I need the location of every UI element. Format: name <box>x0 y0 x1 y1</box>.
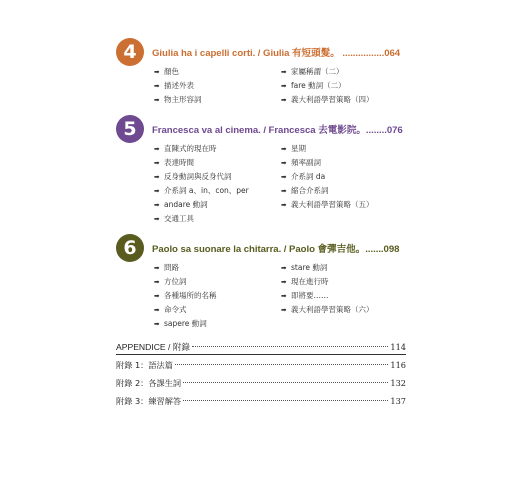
appendix-label: 附錄 2：各課生詞 <box>116 378 182 388</box>
appendix-page-number: 132 <box>390 378 406 388</box>
arrow-icon: ➡ <box>154 173 160 181</box>
list-item: ➡ 命令式 <box>154 305 187 314</box>
appendix-label: 附錄 1：語法篇 <box>116 360 173 370</box>
appendix-entry[interactable] <box>116 376 406 394</box>
list-item: ➡ andare 動詞 <box>154 200 208 209</box>
arrow-icon: ➡ <box>154 292 160 300</box>
arrow-icon: ➡ <box>281 201 287 209</box>
list-item: ➡ 反身動詞與反身代詞 <box>154 172 232 181</box>
list-item: ➡ 描述外表 <box>154 81 194 90</box>
divider <box>116 354 406 355</box>
list-item: ➡ 義大利語學習策略（五） <box>281 200 374 209</box>
arrow-icon: ➡ <box>154 68 160 76</box>
arrow-icon: ➡ <box>281 82 287 90</box>
unit-6-section <box>116 234 408 330</box>
list-item: ➡ 物主形容詞 <box>154 95 202 104</box>
arrow-icon: ➡ <box>154 264 160 272</box>
list-item: ➡ 方位詞 <box>154 277 187 286</box>
list-item: ➡ sapere 動詞 <box>154 319 207 328</box>
arrow-icon: ➡ <box>154 320 160 328</box>
dot-leader <box>175 364 388 365</box>
list-item: ➡ 交通工具 <box>154 214 194 223</box>
appendix-page-number: 116 <box>390 360 406 370</box>
arrow-icon: ➡ <box>154 96 160 104</box>
arrow-icon: ➡ <box>154 201 160 209</box>
list-item: ➡ 介系詞 da <box>281 172 326 181</box>
unit-6-number-badge: 6 <box>116 234 144 262</box>
list-item: ➡ 各種場所的名稱 <box>154 291 217 300</box>
unit-5-title[interactable]: Francesca va al cinema. / Francesca 去電影院。........076 <box>152 125 403 136</box>
appendix-entry[interactable] <box>116 358 406 376</box>
dot-leader <box>183 382 388 383</box>
list-item: ➡ 義大利語學習策略（四） <box>281 95 374 104</box>
arrow-icon: ➡ <box>281 306 287 314</box>
arrow-icon: ➡ <box>281 173 287 181</box>
arrow-icon: ➡ <box>281 68 287 76</box>
unit-4-title[interactable]: Giulia ha i capelli corti. / Giulia 有短頭髮。 ................064 <box>152 48 401 59</box>
unit-5-section <box>116 115 408 225</box>
arrow-icon: ➡ <box>154 278 160 286</box>
arrow-icon: ➡ <box>281 96 287 104</box>
arrow-icon: ➡ <box>281 159 287 167</box>
appendix-page-number: 114 <box>390 342 406 352</box>
unit-4-section <box>116 38 408 108</box>
list-item: ➡ stare 動詞 <box>281 263 328 272</box>
list-item: ➡ fare 動詞（二） <box>281 81 346 90</box>
list-item: ➡ 義大利語學習策略（六） <box>281 305 374 314</box>
unit-4-number-badge: 4 <box>116 38 144 66</box>
unit-6-title[interactable]: Paolo sa suonare la chitarra. / Paolo 會彈吉他。.......098 <box>152 244 400 255</box>
arrow-icon: ➡ <box>154 145 160 153</box>
arrow-icon: ➡ <box>154 187 160 195</box>
appendix-page-number: 137 <box>390 396 406 406</box>
unit-5-number-badge: 5 <box>116 115 144 143</box>
list-item: ➡ 顏色 <box>154 67 179 76</box>
arrow-icon: ➡ <box>154 306 160 314</box>
list-item: ➡ 表達時間 <box>154 158 194 167</box>
appendix-entry[interactable] <box>116 340 406 358</box>
list-item: ➡ 星期 <box>281 144 306 153</box>
arrow-icon: ➡ <box>281 278 287 286</box>
arrow-icon: ➡ <box>281 264 287 272</box>
arrow-icon: ➡ <box>154 82 160 90</box>
appendix-list <box>116 340 406 412</box>
list-item: ➡ 問路 <box>154 263 179 272</box>
appendix-label: APPENDICE / 附錄 <box>116 342 191 352</box>
arrow-icon: ➡ <box>154 159 160 167</box>
arrow-icon: ➡ <box>281 187 287 195</box>
arrow-icon: ➡ <box>154 215 160 223</box>
arrow-icon: ➡ <box>281 292 287 300</box>
dot-leader <box>183 400 388 401</box>
appendix-label: 附錄 3：練習解答 <box>116 396 182 406</box>
list-item: ➡ 直陳式的現在時 <box>154 144 217 153</box>
list-item: ➡ 縮合介系詞 <box>281 186 329 195</box>
list-item: ➡ 介系詞 a、in、con、per <box>154 186 249 195</box>
list-item: ➡ 頻率副詞 <box>281 158 321 167</box>
list-item: ➡ 家屬稱謂（二） <box>281 67 344 76</box>
appendix-entry[interactable] <box>116 394 406 412</box>
arrow-icon: ➡ <box>281 145 287 153</box>
list-item: ➡ 即將要…… <box>281 291 329 300</box>
list-item: ➡ 現在進行時 <box>281 277 329 286</box>
dot-leader <box>192 346 388 347</box>
